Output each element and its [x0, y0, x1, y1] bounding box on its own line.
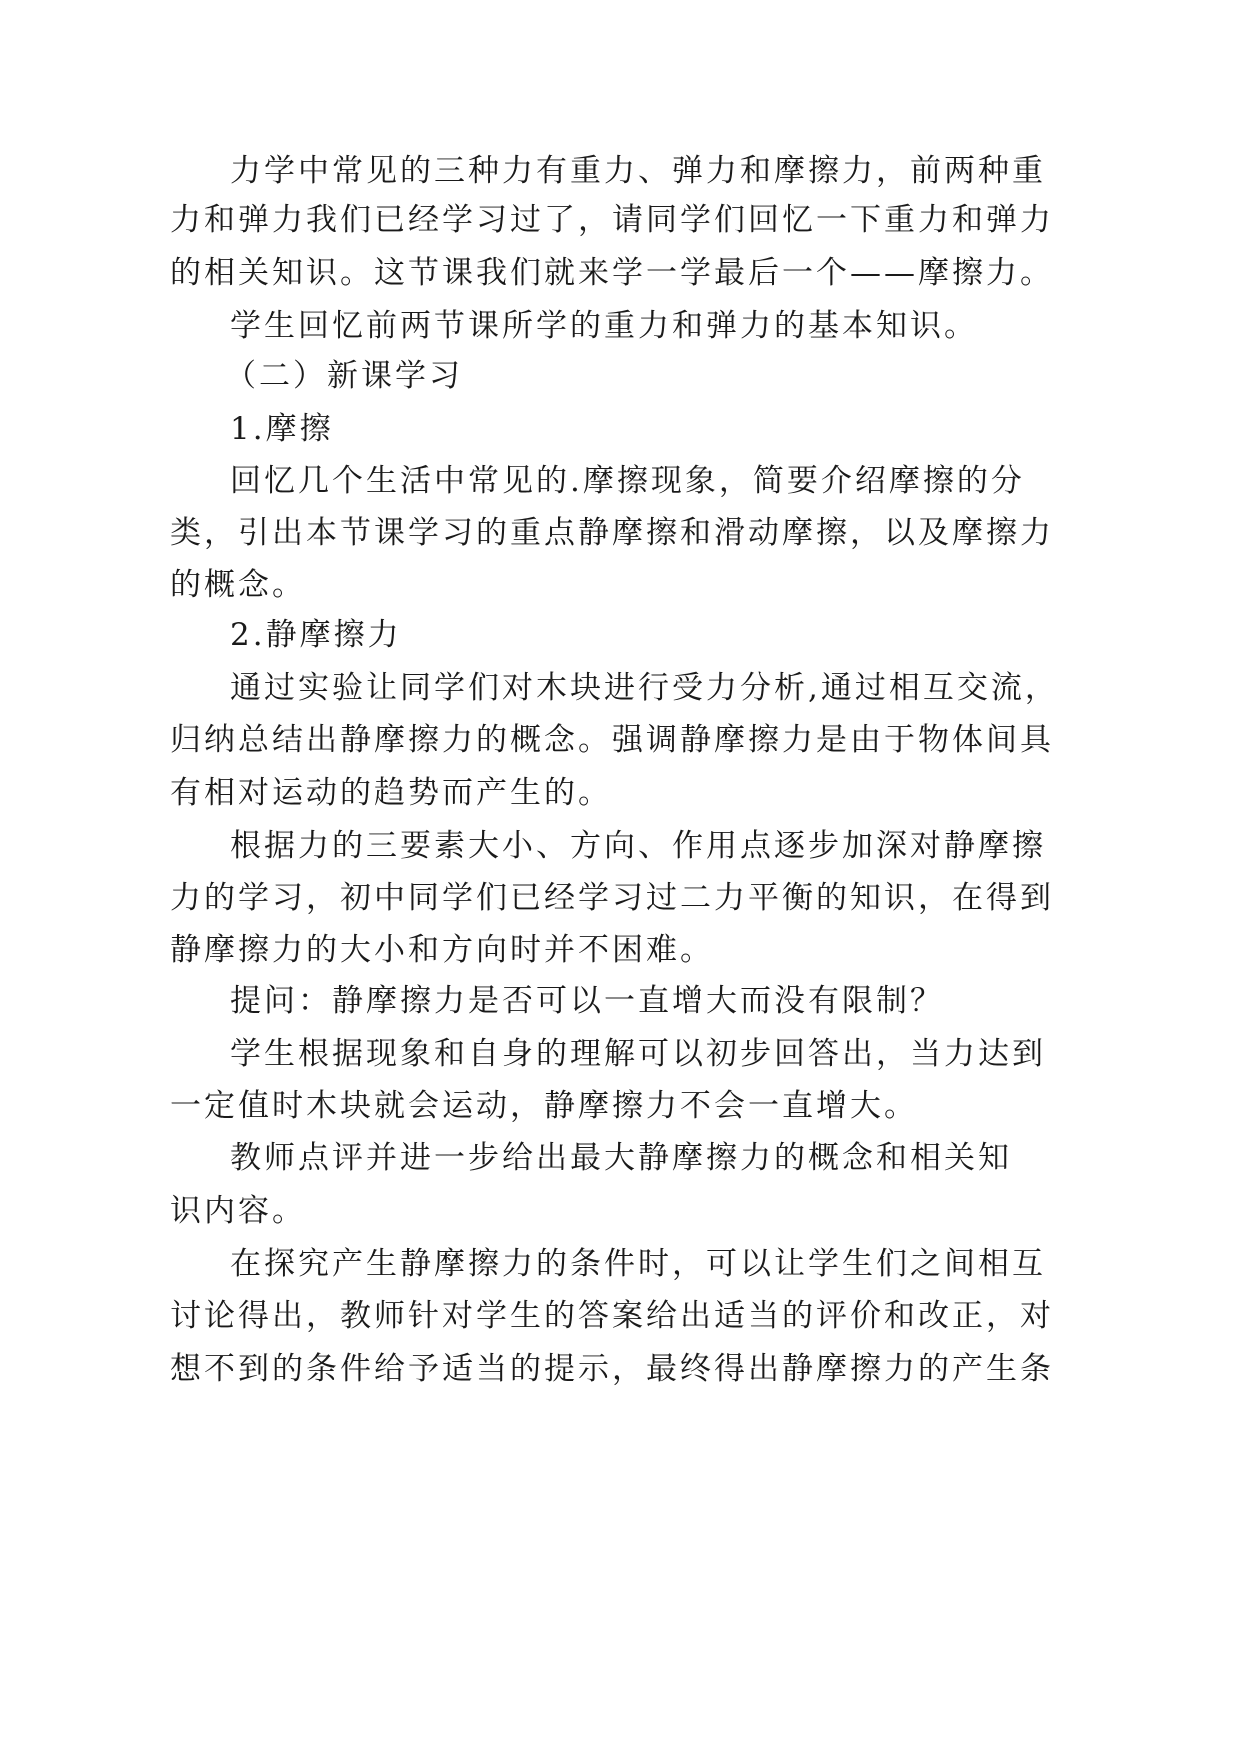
- text-line: 学生回忆前两节课所学的重力和弹力的基本知识。: [230, 308, 978, 344]
- subsection-heading: 2.静摩擦力: [230, 617, 402, 653]
- text-line: 想不到的条件给予适当的提示，最终得出静摩擦力的产生条: [170, 1351, 1054, 1387]
- text-line: 教师点评并进一步给出最大静摩擦力的概念和相关知: [230, 1140, 1012, 1176]
- text-line: 力的学习，初中同学们已经学习过二力平衡的知识，在得到: [170, 880, 1054, 916]
- text-line: 类，引出本节课学习的重点静摩擦和滑动摩擦，以及摩擦力: [170, 515, 1054, 551]
- text-line: 学生根据现象和自身的理解可以初步回答出，当力达到: [230, 1036, 1046, 1072]
- text-line: 的概念。: [170, 567, 306, 603]
- text-line: 提问：静摩擦力是否可以一直增大而没有限制？: [230, 983, 944, 1019]
- text-line: 回忆几个生活中常见的.摩擦现象，简要介绍摩擦的分: [230, 463, 1025, 499]
- text-line: 静摩擦力的大小和方向时并不困难。: [170, 932, 714, 968]
- text-line: 有相对运动的趋势而产生的。: [170, 775, 612, 811]
- text-line: 根据力的三要素大小、方向、作用点逐步加深对静摩擦: [230, 828, 1046, 864]
- text-line: 通过实验让同学们对木块进行受力分析,通过相互交流，: [230, 670, 1059, 706]
- text-line: 识内容。: [170, 1193, 306, 1229]
- text-line: 归纳总结出静摩擦力的概念。强调静摩擦力是由于物体间具: [170, 722, 1054, 758]
- text-line: 力学中常见的三种力有重力、弹力和摩擦力，前两种重: [230, 153, 1046, 189]
- text-line: 一定值时木块就会运动，静摩擦力不会一直增大。: [170, 1088, 918, 1124]
- text-line: 的相关知识。这节课我们就来学一学最后一个——摩擦力。: [170, 255, 1054, 291]
- text-line: 在探究产生静摩擦力的条件时，可以让学生们之间相互: [230, 1246, 1046, 1282]
- text-line: 力和弹力我们已经学习过了，请同学们回忆一下重力和弹力: [170, 202, 1054, 238]
- section-heading: （二）新课学习: [225, 358, 463, 394]
- subsection-heading: 1.摩擦: [230, 411, 334, 447]
- text-line: 讨论得出，教师针对学生的答案给出适当的评价和改正，对: [170, 1298, 1054, 1334]
